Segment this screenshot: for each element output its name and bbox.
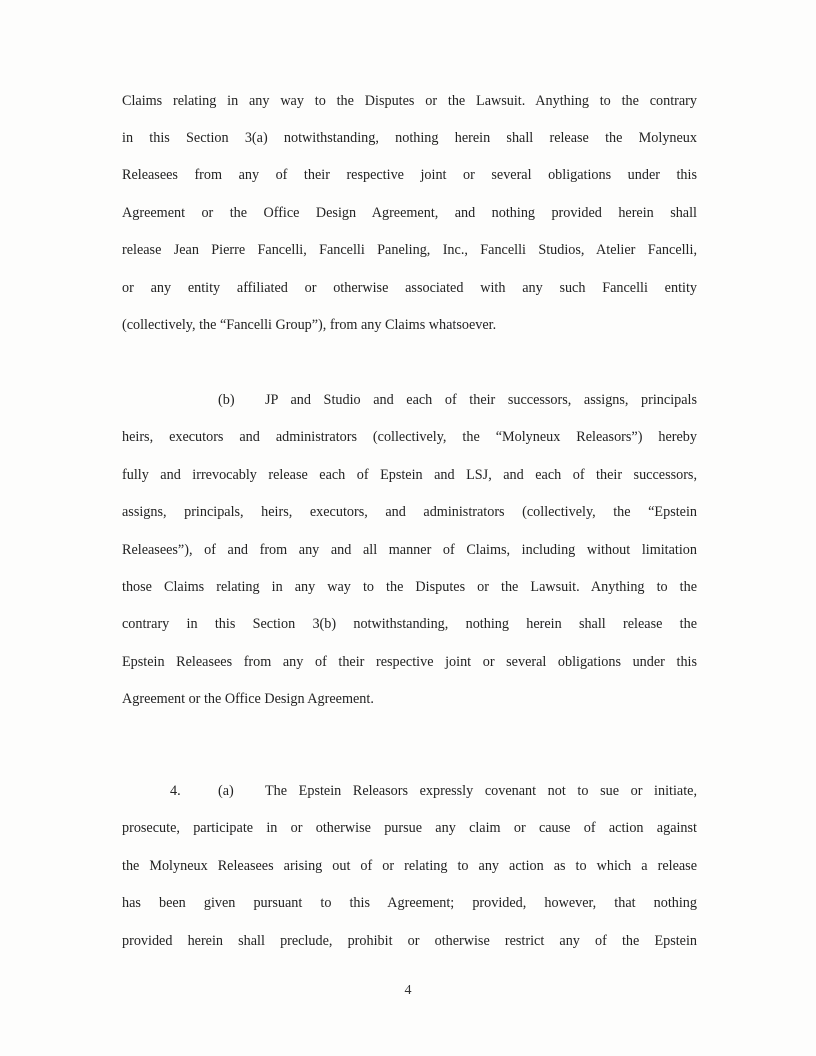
paragraph-line: Agreement or the Office Design Agreement, and nothing provided herein shall [122, 205, 697, 221]
paragraph-line: Epstein Releasees from any of their respective joint or several obligations under this [122, 654, 697, 670]
paragraph-line: Claims relating in any way to the Disputes or the Lawsuit. Anything to the contrary [122, 93, 697, 109]
section-number: 4. [170, 783, 181, 799]
subsection-label: (a) [218, 783, 234, 799]
paragraph-3b-first-line [218, 390, 697, 410]
subsection-label: (b) [218, 392, 235, 408]
paragraph-line: release Jean Pierre Fancelli, Fancelli Paneling, Inc., Fancelli Studios, Atelier Fancelli, [122, 242, 697, 258]
paragraph-4a-first-line [170, 781, 697, 801]
paragraph-line: contrary in this Section 3(b) notwithstanding, nothing herein shall release the [122, 616, 697, 632]
paragraph-line: the Molyneux Releasees arising out of or relating to any action as to which a release [122, 858, 697, 874]
paragraph-line: (collectively, the “Fancelli Group”), from any Claims whatsoever. [122, 317, 497, 333]
paragraph-line: fully and irrevocably release each of Epstein and LSJ, and each of their successors, [122, 467, 697, 483]
paragraph-line: Releasees”), of and from any and all manner of Claims, including without limitation [122, 542, 697, 558]
paragraph-line: or any entity affiliated or otherwise associated with any such Fancelli entity [122, 280, 697, 296]
paragraph-line: in this Section 3(a) notwithstanding, nothing herein shall release the Molyneux [122, 130, 697, 146]
paragraph-line: Releasees from any of their respective joint or several obligations under this [122, 167, 697, 183]
paragraph-line: Agreement or the Office Design Agreement. [122, 691, 374, 707]
paragraph-line: The Epstein Releasors expressly covenant not to sue or initiate, [265, 783, 697, 799]
paragraph-line: prosecute, participate in or otherwise pursue any claim or cause of action against [122, 820, 697, 836]
paragraph-line: heirs, executors and administrators (collectively, the “Molyneux Releasors”) hereby [122, 429, 697, 445]
paragraph-line: JP and Studio and each of their successors, assigns, principals [265, 392, 697, 408]
paragraph-line: those Claims relating in any way to the Disputes or the Lawsuit. Anything to the [122, 579, 697, 595]
paragraph-line: provided herein shall preclude, prohibit or otherwise restrict any of the Epstein [122, 933, 697, 949]
paragraph-line: has been given pursuant to this Agreement; provided, however, that nothing [122, 895, 697, 911]
paragraph-line: assigns, principals, heirs, executors, and administrators (collectively, the “Epstein [122, 504, 697, 520]
page-number: 4 [404, 983, 412, 998]
